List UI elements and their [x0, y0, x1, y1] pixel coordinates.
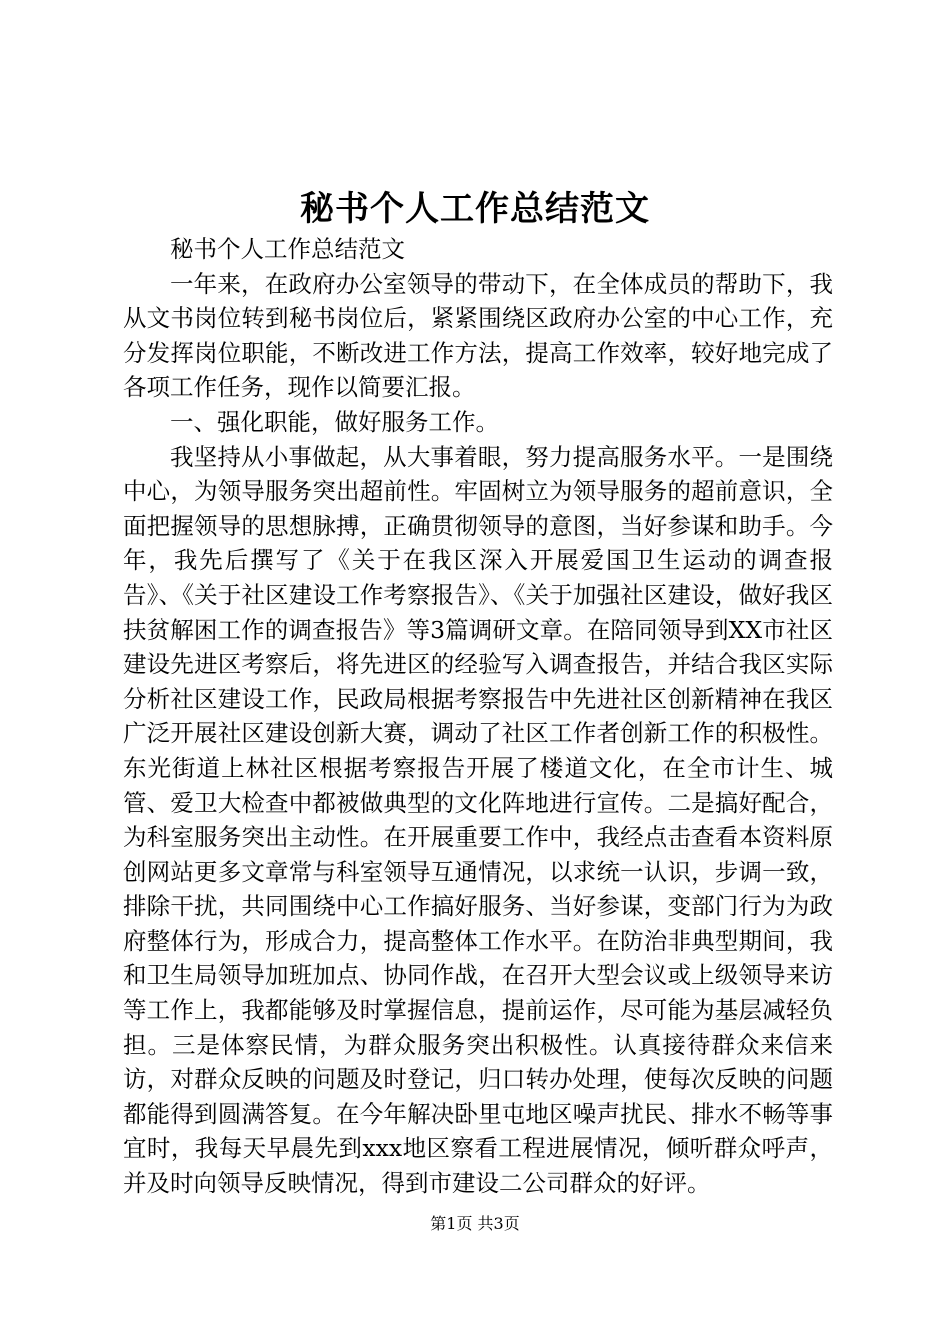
page-footer: 第1页 共3页: [430, 1214, 520, 1233]
paragraph-section-heading: 一、强化职能，做好服务工作。: [170, 407, 499, 436]
paragraph-intro: 一年来，在政府办公室领导的带动下，在全体成员的帮助下，我从文书岗位转到秘书岗位后，紧紧围绕区政府办公室的中心工作，充分发挥岗位职能，不断改进工作方法，提高工作效率，较好地完成了各项工作任务，现作以简要汇报。: [123, 269, 833, 402]
paragraph-subtitle: 秘书个人工作总结范文: [170, 235, 405, 263]
document-title: 秘书个人工作总结范文: [300, 189, 650, 229]
paragraph-section-body: 我坚持从小事做起，从大事着眼，努力提高服务水平。一是围绕中心，为领导服务突出超前性。牢固树立为领导服务的超前意识，全面把握领导的思想脉搏，正确贯彻领导的意图，当好参谋和助手。今年，我先后撰写了《关于在我区深入开展爱国卫生运动的调查报告》、《关于社区建设工作考察报告》、《关于加强社区建设，做好我区扶贫解困工作的调查报告》等3篇调研文章。在陪同领导到XX市社区建设先进区考察后，将先进区的经验写入调查报告，并结合我区实际分析社区建设工作，民政局根据考察报告中先进社区创新精神在我区广泛开展社区建设创新大赛，调动了社区工作者创新工作的积极性。东光街道上林社区根据考察报告开展了楼道文化，在全市计生、城管、爱卫大检查中都被做典型的文化阵地进行宣传。二是搞好配合，为科室服务突出主动性。在开展重要工作中，我经点击查看本资料原创网站更多文章常与科室领导互通情况，以求统一认识，步调一致，排除干扰，共同围绕中心工作搞好服务、当好参谋，变部门行为为政府整体行为，形成合力，提高整体工作水平。在防治非典型期间，我和卫生局领导加班加点、协同作战，在召开大型会议或上级领导来访等工作上，我都能够及时掌握信息，提前运作，尽可能为基层减轻负担。三是体察民情，为群众服务突出积极性。认真接待群众来信来访，对群众反映的问题及时登记，归口转办处理，使每次反映的问题都能得到圆满答复。在今年解决卧里屯地区噪声扰民、排水不畅等事宜时，我每天早晨先到xxx地区察看工程进展情况，倾听群众呼声，并及时向领导反映情况，得到市建设二公司群众的好评。: [123, 442, 833, 1198]
document-body: [123, 232, 833, 1201]
